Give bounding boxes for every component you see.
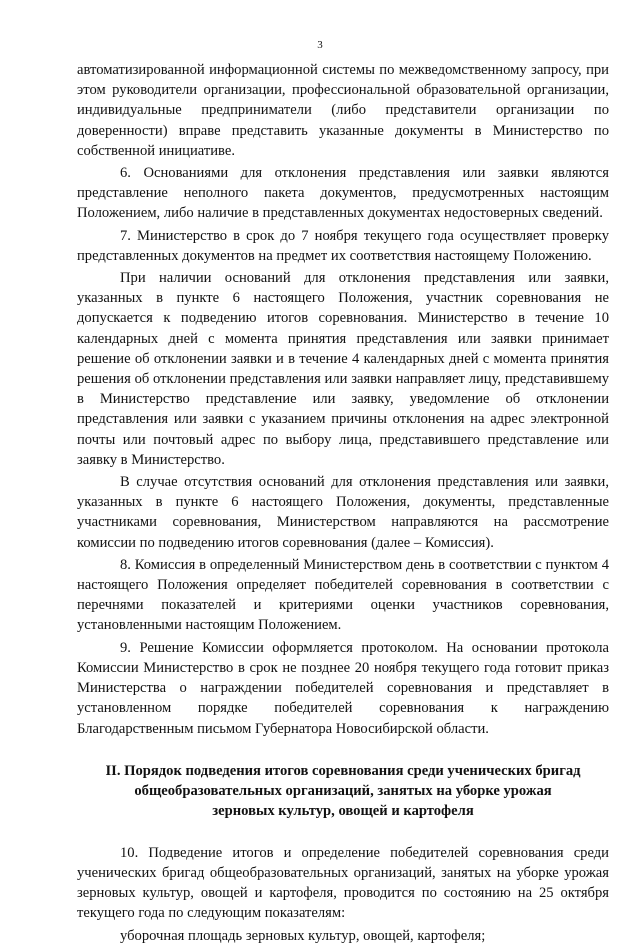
paragraph-item-7: 7. Министерство в срок до 7 ноября текущего года осуществляет проверку представленных документов на предмет их соответствия настоящему Положению.: [77, 227, 609, 264]
paragraph-item-9: 9. Решение Комиссии оформляется протоколом. На основании протокола Комиссии Министерство в срок не позднее 20 ноября текущего года готовит приказ Министерства о награждении победителей соревнования и представляет в установленном порядке победителей соревнования к награждению Благодарственным письмом Губернатора Новосибирской области.: [77, 639, 609, 737]
paragraph-list-item: уборочная площадь зерновых культур, овощей, картофеля;: [120, 927, 486, 944]
paragraph-item-10: 10. Подведение итогов и определение победителей соревнования среди ученических бригад общеобразовательных организаций, занятых на уборке урожая зерновых культур, овощей и картофеля, проводится по состоянию на 25 октября текущего года по следующим показателям:: [77, 844, 609, 922]
paragraph-item-7-acceptance: В случае отсутствия оснований для отклонения представления или заявки, указанных в пункте 6 настоящего Положения, документы, представленные участниками соревнования, Министерством направляются на рассмотрение комиссии по подведению итогов соревнования (далее – Комиссия).: [77, 474, 609, 551]
document-body: [77, 60, 609, 946]
section-heading: [77, 761, 609, 821]
paragraph-continuation: автоматизированной информационной системы по межведомственному запросу, при этом руководители организации, профессиональной образовательной организации, индивидуальные предприниматели (либо представители организации по доверенности) вправе представить указанные документы в Министерство по собственной инициативе.: [77, 62, 609, 159]
section-heading-line: II. Порядок подведения итогов соревнования среди ученических бригад: [105, 762, 581, 779]
paragraph-item-7-rejection: При наличии оснований для отклонения представления или заявки, указанных в пункте 6 настоящего Положения, участник соревнования не допускается к подведению итогов соревнования. Министерство в течение 10 календарных дней с момента принятия представления или заявки принимает решение об отклонении заявки и в течение 4 календарных дней с момента принятия решения об отклонении представления или заявки направляет лицу, представившему в Министерство представление или заявку, уведомление об отклонении представления или заявки с указанием причины отклонения на адрес электронной почты или почтовый адрес по выбору лица, представившего представление или заявку в Министерство.: [77, 270, 609, 468]
section-heading-line: общеобразовательных организаций, занятых на уборке урожая: [134, 782, 552, 799]
paragraph-item-8: 8. Комиссия в определенный Министерством день в соответствии с пунктом 4 настоящего Положения определяет победителей соревнования в соответствии с перечнями показателей и критериями оценки участников соревнования, установленными настоящим Положением.: [77, 556, 609, 634]
page-number: 3: [317, 39, 323, 51]
section-heading-line: зерновых культур, овощей и картофеля: [212, 802, 474, 819]
paragraph-item-6: 6. Основаниями для отклонения представления или заявки являются представление неполного пакета документов, предусмотренных настоящим Положением, либо наличие в представленных документах недостоверных сведений.: [77, 165, 609, 222]
